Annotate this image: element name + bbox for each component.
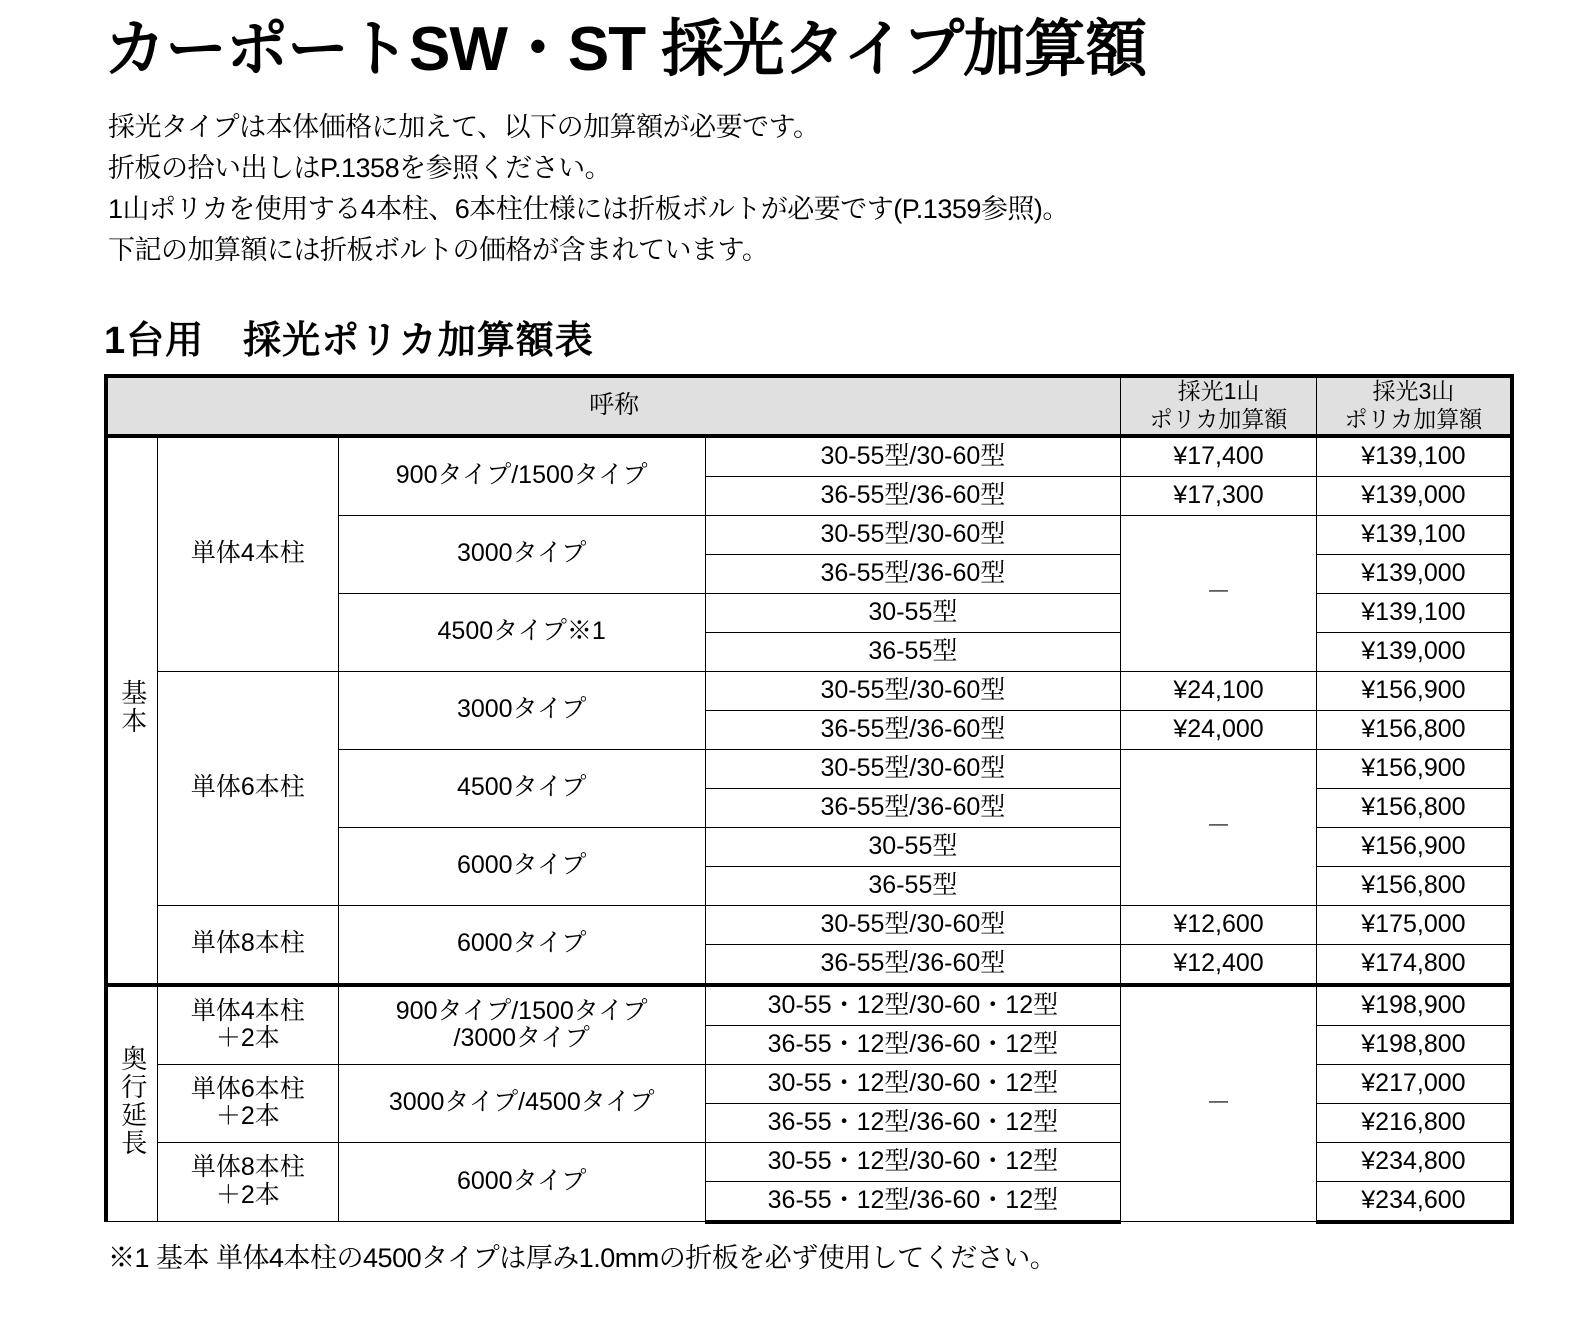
header-poly1 — [1121, 376, 1317, 435]
type-label: 4500タイプ — [338, 749, 705, 827]
header-name: 呼称 — [106, 376, 1121, 435]
type-label: 6000タイプ — [338, 905, 705, 985]
model-label: 30-55型/30-60型 — [705, 905, 1121, 944]
model-label: 30-55・12型/30-60・12型 — [705, 1142, 1121, 1181]
price-poly3: ¥139,100 — [1316, 515, 1512, 554]
intro-line-4: 下記の加算額には折板ボルトの価格が含まれています。 — [108, 235, 769, 266]
table-row — [106, 671, 1512, 710]
price-poly3: ¥156,900 — [1316, 749, 1512, 788]
price-poly1-dash: － — [1121, 749, 1317, 905]
type-label: 6000タイプ — [338, 827, 705, 905]
type-label: 6000タイプ — [338, 1142, 705, 1222]
price-poly3: ¥156,900 — [1316, 827, 1512, 866]
price-poly3: ¥174,800 — [1316, 944, 1512, 985]
price-poly1-dash: － — [1121, 985, 1317, 1222]
footnote: ※1 基本 単体4本柱の4500タイプは厚み1.0mmの折板を必ず使用してください。 — [108, 1242, 1057, 1273]
type-label: 3000タイプ/4500タイプ — [338, 1064, 705, 1142]
price-poly1: ¥17,300 — [1121, 476, 1317, 515]
type-label: 900タイプ/1500タイプ — [338, 436, 705, 516]
model-label: 30-55型/30-60型 — [705, 515, 1121, 554]
price-table — [104, 374, 1514, 1223]
group-label-extension: 奥行延長 — [106, 985, 157, 1222]
price-poly3: ¥156,900 — [1316, 671, 1512, 710]
price-poly3: ¥198,800 — [1316, 1025, 1512, 1064]
price-poly3: ¥217,000 — [1316, 1064, 1512, 1103]
model-label: 36-55型/36-60型 — [705, 944, 1121, 985]
model-label: 36-55・12型/36-60・12型 — [705, 1103, 1121, 1142]
model-label: 30-55型 — [705, 827, 1121, 866]
price-poly3: ¥139,000 — [1316, 476, 1512, 515]
model-label: 30-55・12型/30-60・12型 — [705, 985, 1121, 1026]
model-label: 30-55・12型/30-60・12型 — [705, 1064, 1121, 1103]
type-label: 4500タイプ※1 — [338, 593, 705, 671]
model-label: 30-55型 — [705, 593, 1121, 632]
price-poly3: ¥198,900 — [1316, 985, 1512, 1026]
model-label: 36-55・12型/36-60・12型 — [705, 1025, 1121, 1064]
header-poly3 — [1316, 376, 1512, 435]
intro-block — [108, 107, 1500, 271]
intro-line-1: 採光タイプは本体価格に加えて、以下の加算額が必要です。 — [108, 112, 820, 143]
model-label: 36-55型/36-60型 — [705, 710, 1121, 749]
price-poly1-dash: － — [1121, 515, 1317, 671]
model-label: 36-55型 — [705, 866, 1121, 905]
page-title: カーポートSW・ST 採光タイプ加算額 — [104, 15, 1147, 84]
price-poly1: ¥12,600 — [1121, 905, 1317, 944]
header-poly1-line1: 採光1山 — [1177, 378, 1260, 405]
price-poly1: ¥24,000 — [1121, 710, 1317, 749]
price-poly1: ¥24,100 — [1121, 671, 1317, 710]
header-poly3-line2: ポリカ加算額 — [1344, 406, 1483, 433]
model-label: 30-55型/30-60型 — [705, 671, 1121, 710]
price-poly3: ¥175,000 — [1316, 905, 1512, 944]
header-poly3-line1: 採光3山 — [1372, 378, 1455, 405]
subgroup-label-8pillar-ext: 単体8本柱 ＋2本 — [157, 1142, 338, 1222]
price-poly3: ¥156,800 — [1316, 866, 1512, 905]
price-poly3: ¥156,800 — [1316, 788, 1512, 827]
price-poly1: ¥17,400 — [1121, 436, 1317, 477]
price-poly3: ¥139,100 — [1316, 436, 1512, 477]
document-page — [0, 14, 1590, 1275]
price-poly3: ¥139,000 — [1316, 632, 1512, 671]
model-label: 30-55型/30-60型 — [705, 436, 1121, 477]
header-poly1-line2: ポリカ加算額 — [1149, 406, 1288, 433]
price-poly3: ¥139,000 — [1316, 554, 1512, 593]
subgroup-label-8pillar: 単体8本柱 — [157, 905, 338, 985]
table-row — [106, 905, 1512, 944]
intro-line-3: 1山ポリカを使用する4本柱、6本柱仕様には折板ボルトが必要です(P.1359参照)。 — [108, 194, 1069, 225]
type-label: 3000タイプ — [338, 515, 705, 593]
table-row — [106, 985, 1512, 1026]
model-label: 36-55型/36-60型 — [705, 554, 1121, 593]
price-poly3: ¥234,800 — [1316, 1142, 1512, 1181]
price-poly3: ¥216,800 — [1316, 1103, 1512, 1142]
table-header-row — [106, 376, 1512, 435]
table-row — [106, 436, 1512, 477]
price-poly1: ¥12,400 — [1121, 944, 1317, 985]
group-label-kihon: 基本 — [106, 436, 157, 985]
model-label: 30-55型/30-60型 — [705, 749, 1121, 788]
price-poly3: ¥156,800 — [1316, 710, 1512, 749]
type-label: 900タイプ/1500タイプ /3000タイプ — [338, 985, 705, 1065]
section-title: 1台用 採光ポリカ加算額表 — [104, 320, 594, 363]
intro-line-2: 折板の拾い出しはP.1358を参照ください。 — [108, 153, 612, 184]
model-label: 36-55・12型/36-60・12型 — [705, 1181, 1121, 1222]
price-poly3: ¥139,100 — [1316, 593, 1512, 632]
model-label: 36-55型 — [705, 632, 1121, 671]
model-label: 36-55型/36-60型 — [705, 788, 1121, 827]
type-label: 3000タイプ — [338, 671, 705, 749]
subgroup-label-4pillar: 単体4本柱 — [157, 436, 338, 672]
price-poly3: ¥234,600 — [1316, 1181, 1512, 1222]
model-label: 36-55型/36-60型 — [705, 476, 1121, 515]
subgroup-label-6pillar-ext: 単体6本柱 ＋2本 — [157, 1064, 338, 1142]
subgroup-label-6pillar: 単体6本柱 — [157, 671, 338, 905]
subgroup-label-4pillar-ext: 単体4本柱 ＋2本 — [157, 985, 338, 1065]
